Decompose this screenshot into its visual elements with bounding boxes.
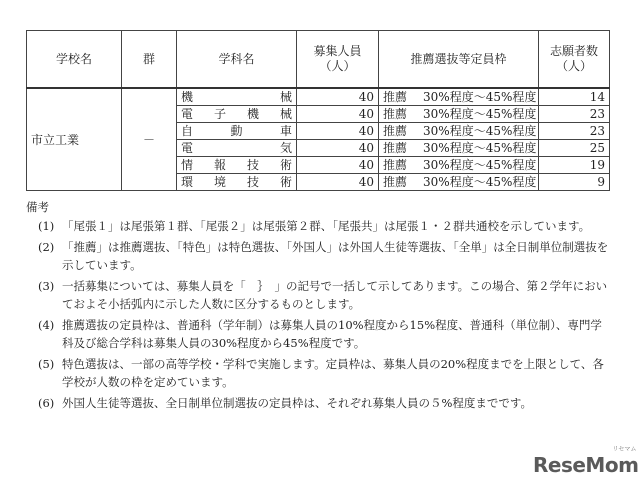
capacity-cell: 40 <box>297 106 379 123</box>
note-label: (3) <box>38 279 55 293</box>
note-item <box>26 316 610 352</box>
header-row <box>27 31 610 89</box>
recommend-type: 推薦 <box>383 141 408 155</box>
applicants-cell: 25 <box>539 140 610 157</box>
note-text: 特色選抜は、一部の高等学校・学科で実施します。定員枠は、募集人員の20%程度までを上限として、各学校が人数の枠を定めています。 <box>62 357 604 389</box>
note-label: (2) <box>38 240 55 254</box>
recommend-range: 30%程度～45%程度 <box>423 175 537 189</box>
note-text: 推薦選抜の定員枠は、普通科（学年制）は募集人員の10%程度から15%程度、普通科（単位制）、専門学科及び総合学科は募集人員の30%程度から45%程度です。 <box>62 318 602 350</box>
applicants-cell: 19 <box>539 157 610 174</box>
capacity-cell: 40 <box>297 123 379 140</box>
header-capacity-line1: 募集人員 <box>313 44 362 58</box>
recommend-cell <box>379 123 539 140</box>
department-cell: 自動車 <box>177 123 297 140</box>
header-applicants <box>539 31 610 89</box>
header-applicants-line2: （人） <box>555 59 592 73</box>
note-item <box>26 238 610 274</box>
logo-subtext: リセマム <box>612 446 637 453</box>
school-name-cell: 市立工業 <box>27 88 122 191</box>
resemom-logo <box>533 446 639 477</box>
recommend-type: 推薦 <box>383 158 408 172</box>
note-text: 外国人生徒等選抜、全日制単位制選抜の定員枠は、それぞれ募集人員の５%程度までです。 <box>62 396 533 410</box>
logo-text: ReseMom <box>533 453 639 477</box>
department-cell: 情報技術 <box>177 157 297 174</box>
note-item <box>26 277 610 313</box>
table-row <box>27 88 610 106</box>
applicants-cell: 23 <box>539 123 610 140</box>
applicants-cell: 23 <box>539 106 610 123</box>
recommend-type: 推薦 <box>383 107 408 121</box>
notes-title: 備考 <box>26 200 49 214</box>
recommend-range: 30%程度～45%程度 <box>423 158 537 172</box>
recommend-range: 30%程度～45%程度 <box>423 90 537 104</box>
applicants-cell: 9 <box>539 174 610 191</box>
recommend-type: 推薦 <box>383 90 408 104</box>
group-cell: － <box>122 88 177 191</box>
recommend-cell <box>379 140 539 157</box>
note-label: (1) <box>38 219 55 233</box>
header-school: 学校名 <box>27 31 122 89</box>
department-cell: 電気 <box>177 140 297 157</box>
capacity-cell: 40 <box>297 174 379 191</box>
recommend-cell <box>379 106 539 123</box>
capacity-cell: 40 <box>297 88 379 106</box>
notes-section <box>26 198 610 415</box>
header-recommend: 推薦選抜等定員枠 <box>379 31 539 89</box>
recommend-cell <box>379 157 539 174</box>
applicants-cell: 14 <box>539 88 610 106</box>
note-label: (5) <box>38 357 55 371</box>
recommend-range: 30%程度～45%程度 <box>423 107 537 121</box>
note-item <box>26 217 610 235</box>
capacity-cell: 40 <box>297 157 379 174</box>
recommend-type: 推薦 <box>383 124 408 138</box>
department-cell: 環境技術 <box>177 174 297 191</box>
header-capacity <box>297 31 379 89</box>
recommend-range: 30%程度～45%程度 <box>423 141 537 155</box>
header-capacity-line2: （人） <box>319 59 356 73</box>
recommend-type: 推薦 <box>383 175 408 189</box>
admissions-table <box>26 30 610 191</box>
recommend-range: 30%程度～45%程度 <box>423 124 537 138</box>
note-label: (6) <box>38 396 55 410</box>
note-text: 一括募集については、募集人員を「 ｝ 」の記号で一括して示してあります。この場合、第２学年においておよそ小括弧内に示した人数に区分するものとします。 <box>62 279 608 311</box>
note-text: 「推薦」は推薦選抜、「特色」は特色選抜、「外国人」は外国人生徒等選抜、「全単」は全日制単位制選抜を示しています。 <box>62 240 609 272</box>
recommend-cell <box>379 174 539 191</box>
note-item <box>26 355 610 391</box>
recommend-cell <box>379 88 539 106</box>
note-label: (4) <box>38 318 55 332</box>
department-cell: 電子機械 <box>177 106 297 123</box>
note-text: 「尾張１」は尾張第１群、「尾張２」は尾張第２群、「尾張共」は尾張１・２群共通校を示しています。 <box>62 219 591 233</box>
header-department: 学科名 <box>177 31 297 89</box>
header-applicants-line1: 志願者数 <box>549 44 598 58</box>
header-group: 群 <box>122 31 177 89</box>
capacity-cell: 40 <box>297 140 379 157</box>
note-item <box>26 394 610 412</box>
department-cell: 機械 <box>177 88 297 106</box>
